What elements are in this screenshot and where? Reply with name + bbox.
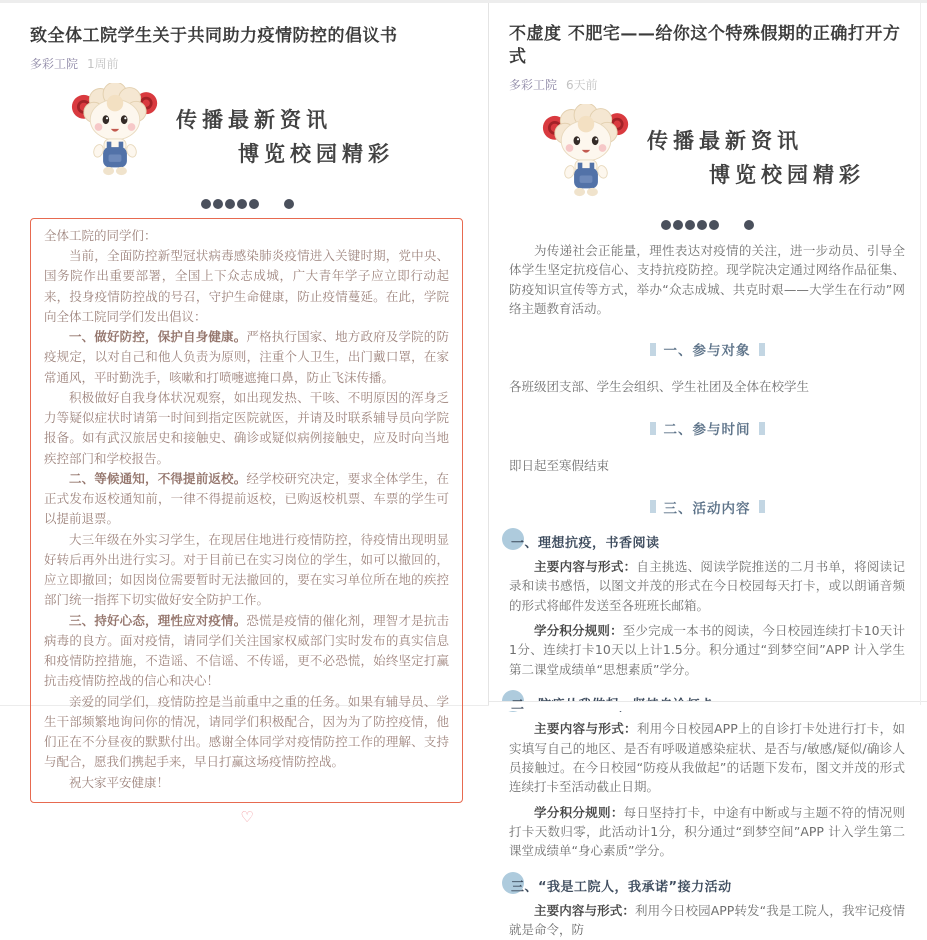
banner-slogan-line1: 传播最新资讯 [647,129,803,154]
byline-right [509,76,905,93]
letter-paragraph: 二、等候通知，不得提前返校。经学校研究决定，要求全体学生，在正式发布返校通知前，一律不得提前返校，已购返校机票、车票的学生可以提前退票。 [44,470,449,527]
publish-time: 6天前 [566,77,598,92]
dots-divider [30,196,464,212]
activity-item-3 [509,876,905,940]
letter-paragraph: 一、做好防控，保护自身健康。严格执行国家、地方政府及学院的防疫规定，以对自己和他人负责为原则，注重个人卫生，出门戴口罩，在家常通风，平时勤洗手，咳嗽和打喷嚏遮掩口鼻，防止飞沫传播。 [44,329,449,385]
activity-title: 三、“我是工院人，我承诺”接力活动 [509,876,905,895]
letter-salutation: 全体工院的同学们： [44,227,157,243]
author-link[interactable]: 多彩工院 [509,77,558,92]
section-heading-content: 三、活动内容 [509,497,905,517]
heading-bar-icon [759,500,765,513]
banner-slogan-line2: 博览校园精彩 [709,162,865,187]
activity-title: 二 [509,694,905,713]
letter-paragraph: 大三年级在外实习学生，在现居住地进行疫情防控，待疫情出现明显好转后再外出进行实习。对于目前已在实习岗位的学生，如可以撤回的，应立即撤回；如因岗位需要暂时无法撤回的，要在实习单位所在地的疾控部门统一指挥下切实做好安全防护工作。 [44,531,449,608]
activity-paragraph: 主要内容与形式：利用今日校园APP转发“我是工院人，我牢记疫情就是命令，防 [509,902,905,938]
activity-paragraph: 学分积分规则：每日坚持打卡，中途有中断或与主题不符的情况则打卡天数归零，此活动计1分，积分通过“到梦空间”APP 计入学生第二课堂成绩单“身心素质”学分。 [509,804,905,859]
letter-paragraph: 祝大家平安健康！ [69,774,170,790]
section-heading-participants: 一、参与对象 [509,339,905,359]
article-title-right[interactable]: 不虚度 不肥宅——给你这个特殊假期的正确打开方式 [509,24,901,67]
dots-divider [509,217,905,233]
dot-icon [201,199,211,209]
activity-item-2 [509,694,905,861]
dot-icon [249,199,259,209]
dot-icon [225,199,235,209]
activity-item-1 [509,532,905,679]
heart-icon[interactable]: ♡ [240,807,254,826]
card-bottom-edge [489,701,927,711]
dot-icon [237,199,247,209]
letter-paragraph: 当前，全面防控新型冠状病毒感染肺炎疫情进入关键时期，党中央、国务院作出重要部署，全国上下众志成城，广大青年学子应立即行动起来，投身疫情防控战的号召，守护生命健康，防止疫情蔓延。在此，学院向全体工院同学们发出倡议： [44,248,449,324]
heading-bar-icon [759,422,765,435]
letter-paragraph: 积极做好自我身体状况观察，如出现发热、干咳、不明原因的浑身乏力等疑似症状时请第一时间到指定医院就医，并请及时联系辅导员向学院报备。如有武汉旅居史和接触史、确诊或疑似病例接触史，应及时向当地疾控部门和学校报告。 [44,389,449,466]
intro-paragraph: 为传递社会正能量，理性表达对疫情的关注，进一步动员、引导全体学生坚定抗疫信心、支持抗疫防控。现学院决定通过网络作品征集、防疫知识宣传等方式，举办“众志成城、共克时艰——大学生在行动”网络主题教育活动。 [509,242,905,316]
banner-slogan [647,125,865,192]
dot-icon [744,220,754,230]
activity-paragraph: 主要内容与形式：自主挑选、阅读学院推送的二月书单，将阅读记录和读书感悟，以图文并茂的形式在今日校园每天打卡，或以朗诵音频的形式将邮件发送至各班班长邮箱。 [509,558,905,613]
section-body: 各班级团支部、学生会组织、学生社团及全体在校学生 [509,379,810,395]
publish-time: 1周前 [87,56,119,71]
banner-slogan-line1: 传播最新资讯 [176,108,332,133]
proposal-letter-box [30,218,463,803]
dot-icon [697,220,707,230]
byline-left [30,55,464,72]
heading-bar-icon [650,343,656,356]
heading-bar-icon [650,500,656,513]
banner-image-left [30,82,464,194]
letter-paragraph: 三、持好心态，理性应对疫情。恐慌是疫情的催化剂，理智才是抗击病毒的良方。面对疫情，请同学们关注国家权威部门实时发布的真实信息和疫情防控措施，不造谣、不信谣、不传谣，更不必恐慌，始终坚定打赢抗击疫情防控战的信心和决心！ [44,612,449,689]
heading-bar-icon [650,422,656,435]
heading-bar-icon [759,343,765,356]
dot-icon [673,220,683,230]
sheep-mascot-icon [68,83,162,193]
activity-paragraph: 主要内容与形式：利用今日校园APP上的自诊打卡处进行打卡，如实填写自己的地区、是否有呼吸道感染症状、是否与/敏感/疑似/确诊人员接触过。在今日校园“防疫从我做起”的话题下发布，图文并茂的形式连续打卡至活动截止日期。 [509,721,905,795]
sheep-mascot-icon [539,104,633,214]
dot-icon [661,220,671,230]
dot-icon [709,220,719,230]
section-heading-time: 二、参与时间 [509,418,905,438]
banner-image-right [509,103,905,215]
banner-slogan [176,104,394,171]
banner-slogan-line2: 博览校园精彩 [238,141,394,166]
dot-icon [213,199,223,209]
dot-icon [284,199,294,209]
dot-icon [685,220,695,230]
activity-title: 一、理想抗疫，书香阅读 [509,532,905,551]
section-body: 即日起至寒假结束 [509,458,610,474]
article-left [0,3,488,826]
letter-paragraph: 亲爱的同学们，疫情防控是当前重中之重的任务。如果有辅导员、学生干部频繁地询问你的情况，请同学们积极配合，因为为了防控疫情，他们正在不分昼夜的默默付出。感谢全体同学对疫情防控工作的理解、支持与配合，愿我们携起手来，早日打赢这场疫情防控战。 [44,693,449,770]
activity-paragraph: 学分积分规则：至少完成一本书的阅读，今日校园连续打卡10天计1分、连续打卡10天以上计1.5分。积分通过“到梦空间”APP 计入学生第二课堂成绩单“思想素质”学分。 [509,623,905,677]
article-title-left[interactable]: 致全体工院学生关于共同助力疫情防控的倡议书 [30,26,398,46]
article-right [488,3,927,938]
author-link[interactable]: 多彩工院 [30,56,79,71]
